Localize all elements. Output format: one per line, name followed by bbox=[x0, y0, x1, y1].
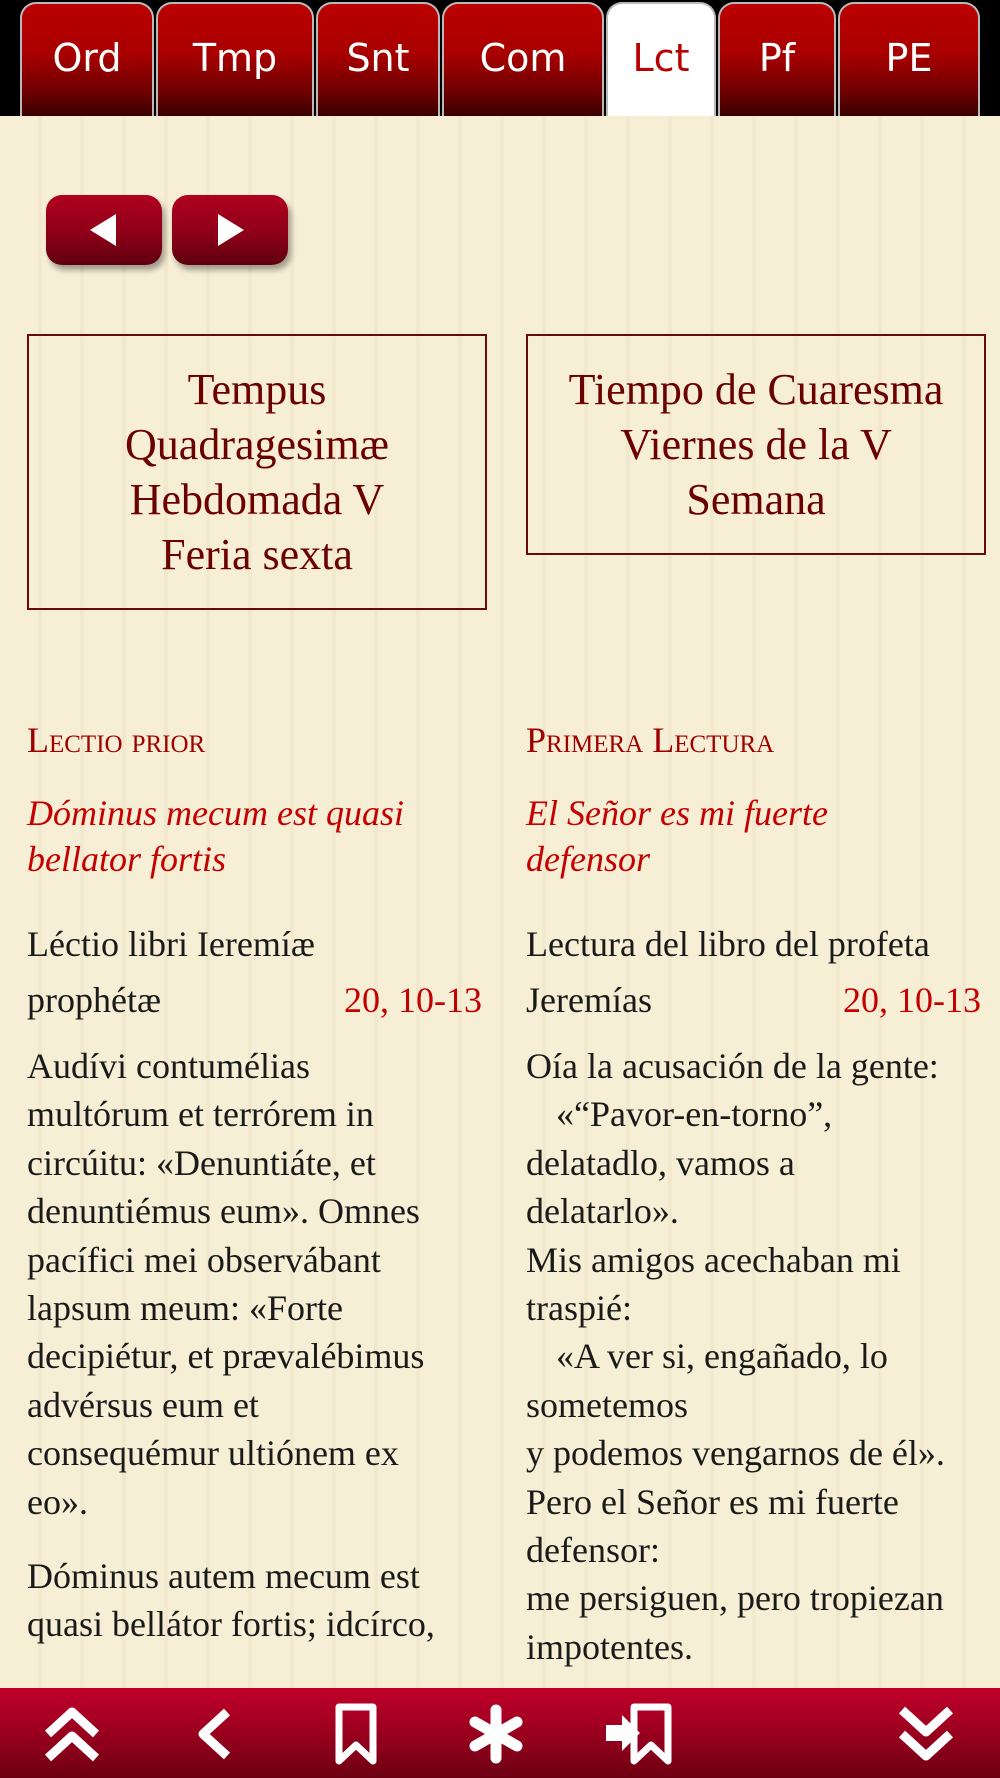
spanish-reading-title bbox=[526, 916, 981, 1028]
spanish-reading-text bbox=[526, 1042, 981, 1671]
text-line: advérsus eum et bbox=[27, 1384, 259, 1425]
text-line: Oía la acusación de la gente: bbox=[526, 1046, 939, 1086]
tab-lct[interactable]: Lct bbox=[606, 2, 716, 116]
latin-subtitle-line: bellator fortis bbox=[27, 839, 227, 879]
spanish-subtitle bbox=[526, 790, 981, 882]
go-to-bookmark-icon bbox=[602, 1703, 674, 1765]
spanish-reading-title-line: Lectura del libro del profeta bbox=[526, 924, 930, 964]
text-line: y podemos vengarnos de él». bbox=[526, 1433, 945, 1474]
prev-button[interactable] bbox=[46, 195, 162, 265]
asterisk-icon bbox=[466, 1704, 526, 1764]
latin-heading-box bbox=[27, 334, 487, 610]
spanish-reading-title-line: Jeremías bbox=[526, 980, 652, 1020]
text-line: sometemos bbox=[526, 1384, 688, 1425]
paragraph-gap bbox=[27, 1526, 482, 1552]
latin-heading-line: Quadragesimæ bbox=[125, 420, 389, 469]
scroll-top-button[interactable] bbox=[22, 1694, 122, 1774]
latin-reference: 20, 10-13 bbox=[344, 980, 482, 1020]
text-line: delatarlo». bbox=[526, 1191, 679, 1232]
latin-reading-title-line: Léctio libri Ieremíæ bbox=[27, 924, 315, 964]
spanish-heading-line: Viernes de la V bbox=[620, 420, 892, 469]
text-line: pacífici mei observábant bbox=[27, 1239, 381, 1280]
latin-reading-text bbox=[27, 1042, 482, 1649]
text-line: impotentes. bbox=[526, 1626, 693, 1667]
text-line: Audívi contumélias bbox=[27, 1046, 310, 1086]
text-line: «“Pavor-en-torno”, bbox=[556, 1094, 833, 1135]
triangle-left-icon bbox=[84, 210, 124, 250]
text-line: Dóminus autem mecum est bbox=[27, 1556, 420, 1597]
latin-subtitle-line: Dóminus mecum est quasi bbox=[27, 793, 404, 833]
text-line: eo». bbox=[27, 1481, 88, 1522]
double-chevron-up-icon bbox=[40, 1704, 104, 1764]
tab-tmp[interactable]: Tmp bbox=[156, 2, 314, 116]
asterisk-button[interactable] bbox=[446, 1694, 546, 1774]
spanish-section-label: Primera Lectura bbox=[526, 720, 775, 760]
text-line: multórum et terrórem in bbox=[27, 1094, 374, 1135]
latin-heading-line: Tempus bbox=[187, 365, 327, 414]
latin-subtitle bbox=[27, 790, 482, 882]
text-line: «A ver si, engañado, lo bbox=[556, 1336, 888, 1377]
latin-column bbox=[27, 712, 482, 1649]
text-line: lapsum meum: «Forte bbox=[27, 1288, 343, 1329]
back-button[interactable] bbox=[164, 1694, 264, 1774]
spanish-heading-line: Semana bbox=[686, 475, 826, 524]
triangle-right-icon bbox=[210, 210, 250, 250]
latin-reading-title bbox=[27, 916, 482, 1028]
text-line: circúitu: «Denuntiáte, et bbox=[27, 1142, 376, 1183]
latin-reading-title-row bbox=[27, 972, 482, 1028]
spanish-column bbox=[526, 712, 981, 1671]
text-line: quasi bellátor fortis; idcírco, bbox=[27, 1604, 435, 1645]
spanish-reading-title-row bbox=[526, 972, 981, 1028]
scroll-bottom-button[interactable] bbox=[876, 1694, 976, 1774]
latin-reading-title-line: prophétæ bbox=[27, 980, 161, 1020]
tab-bar bbox=[0, 0, 1000, 116]
go-to-bookmark-button[interactable] bbox=[588, 1694, 688, 1774]
tab-com[interactable]: Com bbox=[442, 2, 604, 116]
text-line: delatadlo, vamos a bbox=[526, 1142, 795, 1183]
text-line: Mis amigos acechaban mi bbox=[526, 1239, 901, 1280]
text-line: traspié: bbox=[526, 1288, 632, 1329]
tab-pe[interactable]: PE bbox=[838, 2, 980, 116]
text-line: Pero el Señor es mi fuerte bbox=[526, 1481, 899, 1522]
spanish-heading-line: Tiempo de Cuaresma bbox=[568, 365, 944, 414]
tab-snt[interactable]: Snt bbox=[316, 2, 440, 116]
spanish-subtitle-line: El Señor es mi fuerte bbox=[526, 793, 828, 833]
bottom-toolbar bbox=[0, 1688, 1000, 1778]
chevron-left-icon bbox=[189, 1706, 239, 1762]
text-line: decipiétur, et prævalébimus bbox=[27, 1336, 425, 1377]
bookmark-icon bbox=[331, 1703, 381, 1765]
latin-heading-line: Feria sexta bbox=[161, 530, 353, 579]
text-line: consequémur ultiónem ex bbox=[27, 1433, 399, 1474]
bookmark-button[interactable] bbox=[306, 1694, 406, 1774]
spanish-reference: 20, 10-13 bbox=[843, 980, 981, 1020]
tab-ord[interactable]: Ord bbox=[20, 2, 154, 116]
spanish-subtitle-line: defensor bbox=[526, 839, 650, 879]
latin-heading-line: Hebdomada V bbox=[129, 475, 385, 524]
text-line: defensor: bbox=[526, 1530, 660, 1571]
spanish-heading-box bbox=[526, 334, 986, 555]
tab-pf[interactable]: Pf bbox=[718, 2, 836, 116]
text-line: me persiguen, pero tropiezan bbox=[526, 1578, 944, 1619]
double-chevron-down-icon bbox=[894, 1704, 958, 1764]
text-line: denuntiémus eum». Omnes bbox=[27, 1191, 420, 1232]
latin-section-label: Lectio prior bbox=[27, 720, 206, 760]
next-button[interactable] bbox=[172, 195, 288, 265]
